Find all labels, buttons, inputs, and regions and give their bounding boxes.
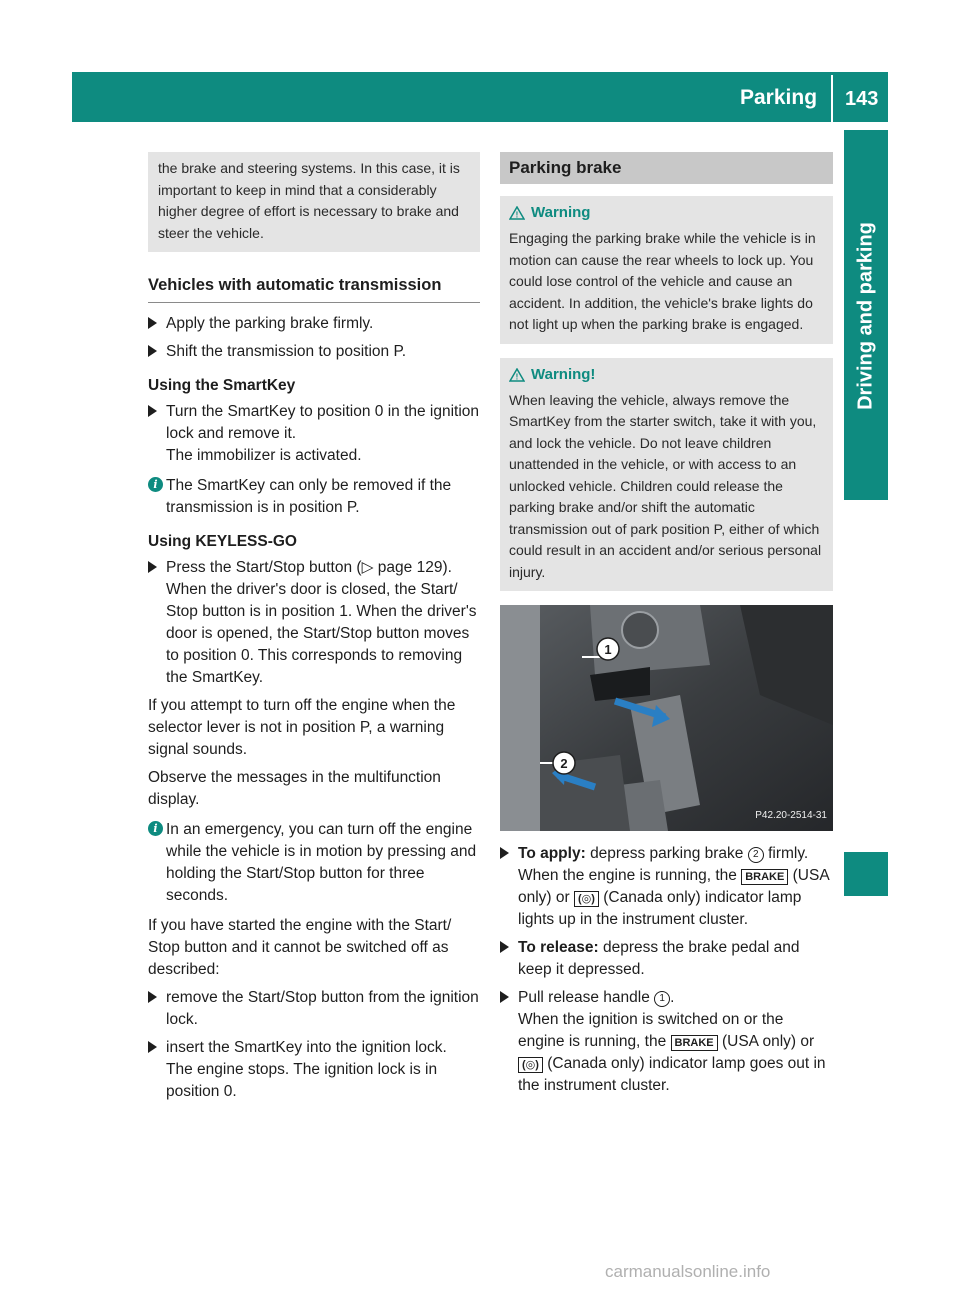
warning-2-title: Warning! (531, 365, 596, 383)
header-divider (831, 75, 833, 122)
info-icon: i (148, 477, 163, 492)
step-shift-p: Shift the transmission to position P. (148, 341, 480, 363)
step-arrow-icon (148, 1041, 157, 1053)
brake-indicator-icon: BRAKE (741, 869, 788, 885)
intro-text: the brake and steering systems. In this case, it is important to keep in mind that a considerably higher degree of effort is necessary to brake and steer the vehicle. (158, 160, 460, 241)
step-apply-brake: Apply the parking brake firmly. (148, 313, 480, 335)
keyless-result: When the driver's door is closed, the Start/ Stop button is in position 1. When the driver's door is opened, the Start/Stop button moves to position 0. This corresponds to removing the SmartKey. (166, 581, 477, 686)
warning-box-2 (500, 358, 833, 592)
smartkey-info: i The SmartKey can only be removed if the transmission is in position P. (148, 475, 480, 519)
smartkey-heading: Using the SmartKey (148, 377, 296, 394)
observe-para: Observe the messages in the multifunction display. (148, 769, 441, 808)
canada-indicator-icon: (◎) (574, 891, 599, 907)
section-title-parking-brake: Parking brake (500, 152, 833, 184)
svg-text:!: ! (515, 210, 519, 220)
warning-1-title: Warning (531, 204, 591, 221)
warning-signal-para: If you attempt to turn off the engine when the selector lever is not in position P, a warning signal sounds. (148, 697, 456, 758)
step-remove-button: remove the Start/Stop button from the ignition lock. (148, 987, 480, 1031)
info-icon: i (148, 821, 163, 836)
step-arrow-icon (500, 941, 509, 953)
side-marker (844, 852, 888, 896)
emergency-info: i In an emergency, you can turn off the engine while the vehicle is in motion by pressing and holding the Start/Stop button for three seconds. (148, 819, 480, 907)
left-column (148, 152, 480, 1109)
svg-text:!: ! (515, 372, 519, 381)
smartkey-result: The immobilizer is activated. (166, 447, 362, 464)
started-para: If you have started the engine with the Start/ Stop button and it cannot be switched off as described: (148, 917, 452, 978)
right-column (500, 152, 833, 1103)
step-arrow-icon (500, 991, 509, 1003)
step-turn-smartkey: Turn the SmartKey to position 0 in the ignition lock and remove it. The immobilizer is activated. (148, 401, 480, 467)
warning-triangle-icon (509, 206, 525, 220)
step-press-start: Press the Start/Stop button (▷ page 129). When the driver's door is closed, the Start/ Stop button is in position 1. When the driver's door is opened, the Start/Stop button moves to position 0. This corresponds to removing the SmartKey. (148, 557, 480, 689)
callout-1: 1 (604, 642, 612, 657)
callout-2: 2 (560, 756, 568, 771)
parking-brake-photo (500, 605, 833, 831)
callout-2-ref: 2 (748, 847, 764, 863)
figure-caption: P42.20-2514-31 (755, 810, 827, 821)
intro-box (148, 152, 480, 252)
canada-indicator-icon: (◎) (518, 1057, 543, 1073)
step-arrow-icon (500, 847, 509, 859)
step-arrow-icon (148, 317, 157, 329)
callout-1-ref: 1 (654, 991, 670, 1007)
warning-1-text: Engaging the parking brake while the vehicle is in motion can cause the rear wheels to lock up. You could lose control of the vehicle and cause an accident. In addition, the vehicle's brake lights do not light up when the parking brake is engaged. (509, 230, 816, 332)
warning-triangle-icon (509, 368, 525, 382)
engine-stops-text: The engine stops. The ignition lock is in position 0. (166, 1061, 438, 1100)
step-arrow-icon (148, 345, 157, 357)
watermark: carmanualsonline.info (605, 1262, 771, 1281)
step-to-release: To release: depress the brake pedal and keep it depressed. (500, 937, 833, 981)
warning-box-1 (500, 196, 833, 344)
step-pull-handle: Pull release handle 1 . When the ignition is switched on or the engine is running, the BRAKE (USA only) or (◎) (Canada only) indicator lamp goes out in the instrument cluster. (500, 987, 833, 1097)
keyless-heading: Using KEYLESS-GO (148, 533, 297, 550)
side-tab-label: Driving and parking (854, 222, 877, 410)
step-to-apply: To apply: depress parking brake 2 firmly. When the engine is running, the BRAKE (USA only) or (◎) (Canada only) indicator lamp lights up in the instrument cluster. (500, 843, 833, 931)
page-number: 143 (845, 88, 879, 110)
section-heading-automatic: Vehicles with automatic transmission (148, 274, 480, 303)
step-arrow-icon (148, 405, 157, 417)
warning-2-text: When leaving the vehicle, always remove the SmartKey from the starter switch, take it with you, and lock the vehicle. Do not leave children unattended in the vehicle, or with access to an unlocked vehicle. Children could release the parking brake and/or shift the automatic transmission out of park position P, either of which could result in an accident and/or serious personal injury. (509, 391, 822, 580)
brake-indicator-icon: BRAKE (671, 1035, 718, 1051)
page-title: Parking (740, 86, 818, 109)
step-insert-smartkey: insert the SmartKey into the ignition lock. The engine stops. The ignition lock is in position 0. (148, 1037, 480, 1103)
step-arrow-icon (148, 561, 157, 573)
step-arrow-icon (148, 991, 157, 1003)
